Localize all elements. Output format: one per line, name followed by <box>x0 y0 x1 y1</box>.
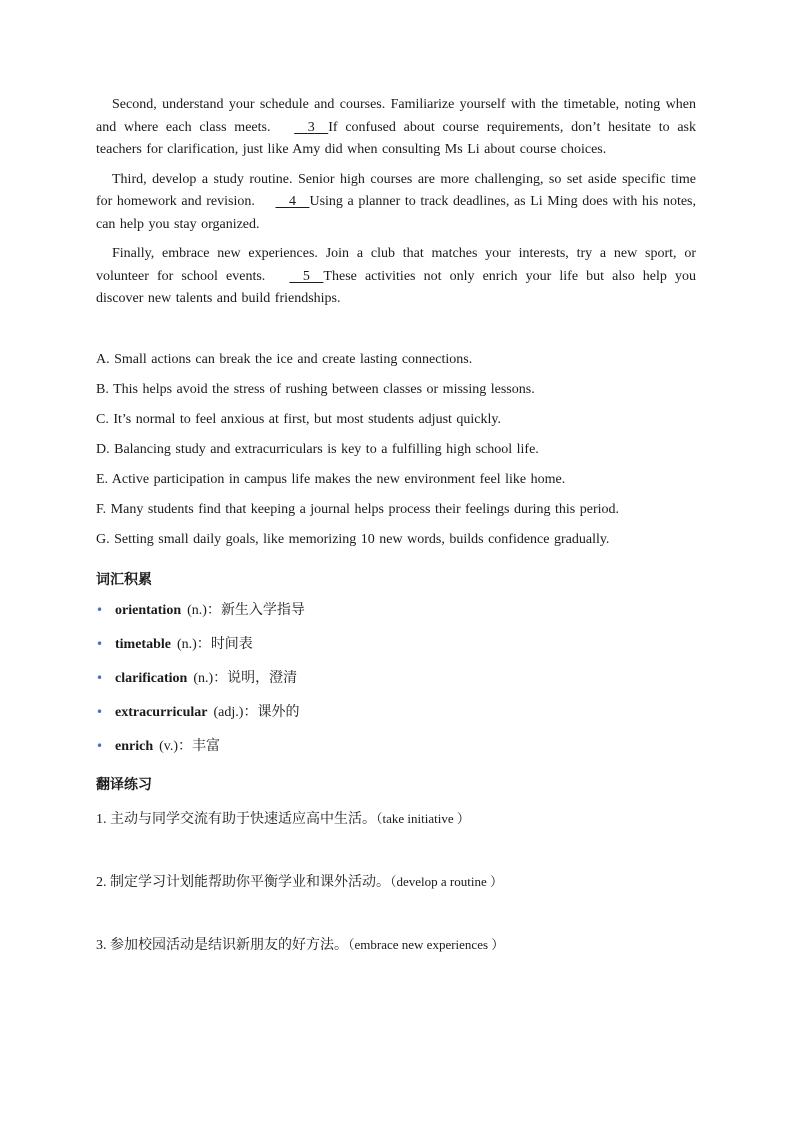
paragraph-text-after: These activities not only enrich your life but also help you discover new talents and build friendships. <box>96 268 697 306</box>
option-item: G. Setting small daily goals, like memorizing 10 new words, builds confidence gradually. <box>96 531 610 547</box>
part-of-speech: (n.)： <box>187 602 221 618</box>
vocabulary-term: extracurricular <box>115 704 208 720</box>
part-of-speech: (v.)： <box>159 738 193 754</box>
translation-sentence: 制定学习计划能帮助你平衡学业和课外活动。 <box>110 873 390 890</box>
paragraph-text-before: Third, develop a study routine. Senior high courses are more challenging, so set aside specific time for homework and revision. <box>96 171 696 209</box>
blank-number: 4 <box>288 194 296 209</box>
passage-paragraph <box>96 94 696 162</box>
translation-heading: 翻译练习 <box>96 776 152 793</box>
vocabulary-term: timetable <box>115 636 171 652</box>
translation-sentence: 主动与同学交流有助于快速适应高中生活。 <box>110 810 376 827</box>
item-number: 1. <box>96 811 107 827</box>
item-number: 2. <box>96 874 107 890</box>
part-of-speech: (n.)： <box>176 636 211 652</box>
vocabulary-list <box>96 601 696 756</box>
bullet-icon: • <box>96 704 104 719</box>
bullet-icon: • <box>96 738 104 753</box>
vocabulary-meaning: 课外的 <box>257 703 300 720</box>
answer-blank <box>259 191 309 214</box>
translation-item <box>96 873 696 892</box>
vocabulary-meaning: 时间表 <box>210 635 253 652</box>
translation-hint: （embrace new experiences ） <box>348 936 505 952</box>
translation-hint: （take initiative ） <box>376 810 470 826</box>
vocabulary-item <box>96 703 696 722</box>
option-item: D. Balancing study and extracurriculars is key to a fulfilling high school life. <box>96 441 539 457</box>
vocabulary-term: clarification <box>115 670 188 686</box>
translation-hint: （develop a routine ） <box>390 873 503 889</box>
answer-blank <box>278 117 328 140</box>
vocabulary-item <box>96 635 696 654</box>
answer-blank <box>273 266 323 289</box>
option-item: E. Active participation in campus life makes the new environment feel like home. <box>96 471 566 487</box>
bullet-icon: • <box>96 602 104 617</box>
vocabulary-meaning: 新生入学指导 <box>220 601 305 618</box>
passage <box>96 94 696 311</box>
paragraph-text-after: If confused about course requirements, don’t hesitate to ask teachers for clarification, just like Amy did when consulting Ms Li about course choices. <box>96 119 696 157</box>
passage-paragraph <box>96 169 696 237</box>
bullet-icon: • <box>96 636 104 651</box>
passage-paragraph <box>96 243 696 311</box>
item-number: 3. <box>96 937 107 953</box>
part-of-speech: (adj.)： <box>213 704 258 720</box>
vocabulary-item <box>96 601 696 620</box>
vocabulary-heading: 词汇积累 <box>96 571 152 588</box>
paragraph-text-before: Finally, embrace new experiences. Join a club that matches your interests, try a new sport, or volunteer for school events. <box>96 246 696 284</box>
vocabulary-item <box>96 669 696 688</box>
vocabulary-term: orientation <box>115 602 182 618</box>
part-of-speech: (n.)： <box>193 670 228 686</box>
translation-item <box>96 936 696 955</box>
option-item: F. Many students find that keeping a journal helps process their feelings during this period. <box>96 501 620 517</box>
option-item: C. It’s normal to feel anxious at first, but most students adjust quickly. <box>96 411 501 427</box>
paragraph-text-before: Second, understand your schedule and courses. Familiarize yourself with the timetable, noting when and where each class meets. <box>96 97 696 135</box>
vocabulary-term: enrich <box>115 738 154 754</box>
document-page <box>96 94 696 955</box>
bullet-icon: • <box>96 670 104 685</box>
option-item: A. Small actions can break the ice and create lasting connections. <box>96 351 473 367</box>
paragraph-text-after: Using a planner to track deadlines, as Li Ming does with his notes, can help you stay organized. <box>96 194 696 232</box>
blank-number: 5 <box>302 268 310 284</box>
answer-options <box>96 351 696 549</box>
blank-number: 3 <box>307 119 315 135</box>
vocabulary-meaning: 丰富 <box>192 737 221 754</box>
translation-item <box>96 810 696 829</box>
translation-list <box>96 810 696 955</box>
vocabulary-item <box>96 737 696 756</box>
vocabulary-meaning: 说明，澄清 <box>227 669 298 686</box>
option-item: B. This helps avoid the stress of rushing between classes or missing lessons. <box>96 381 535 397</box>
translation-sentence: 参加校园活动是结识新朋友的好方法。 <box>110 936 348 953</box>
